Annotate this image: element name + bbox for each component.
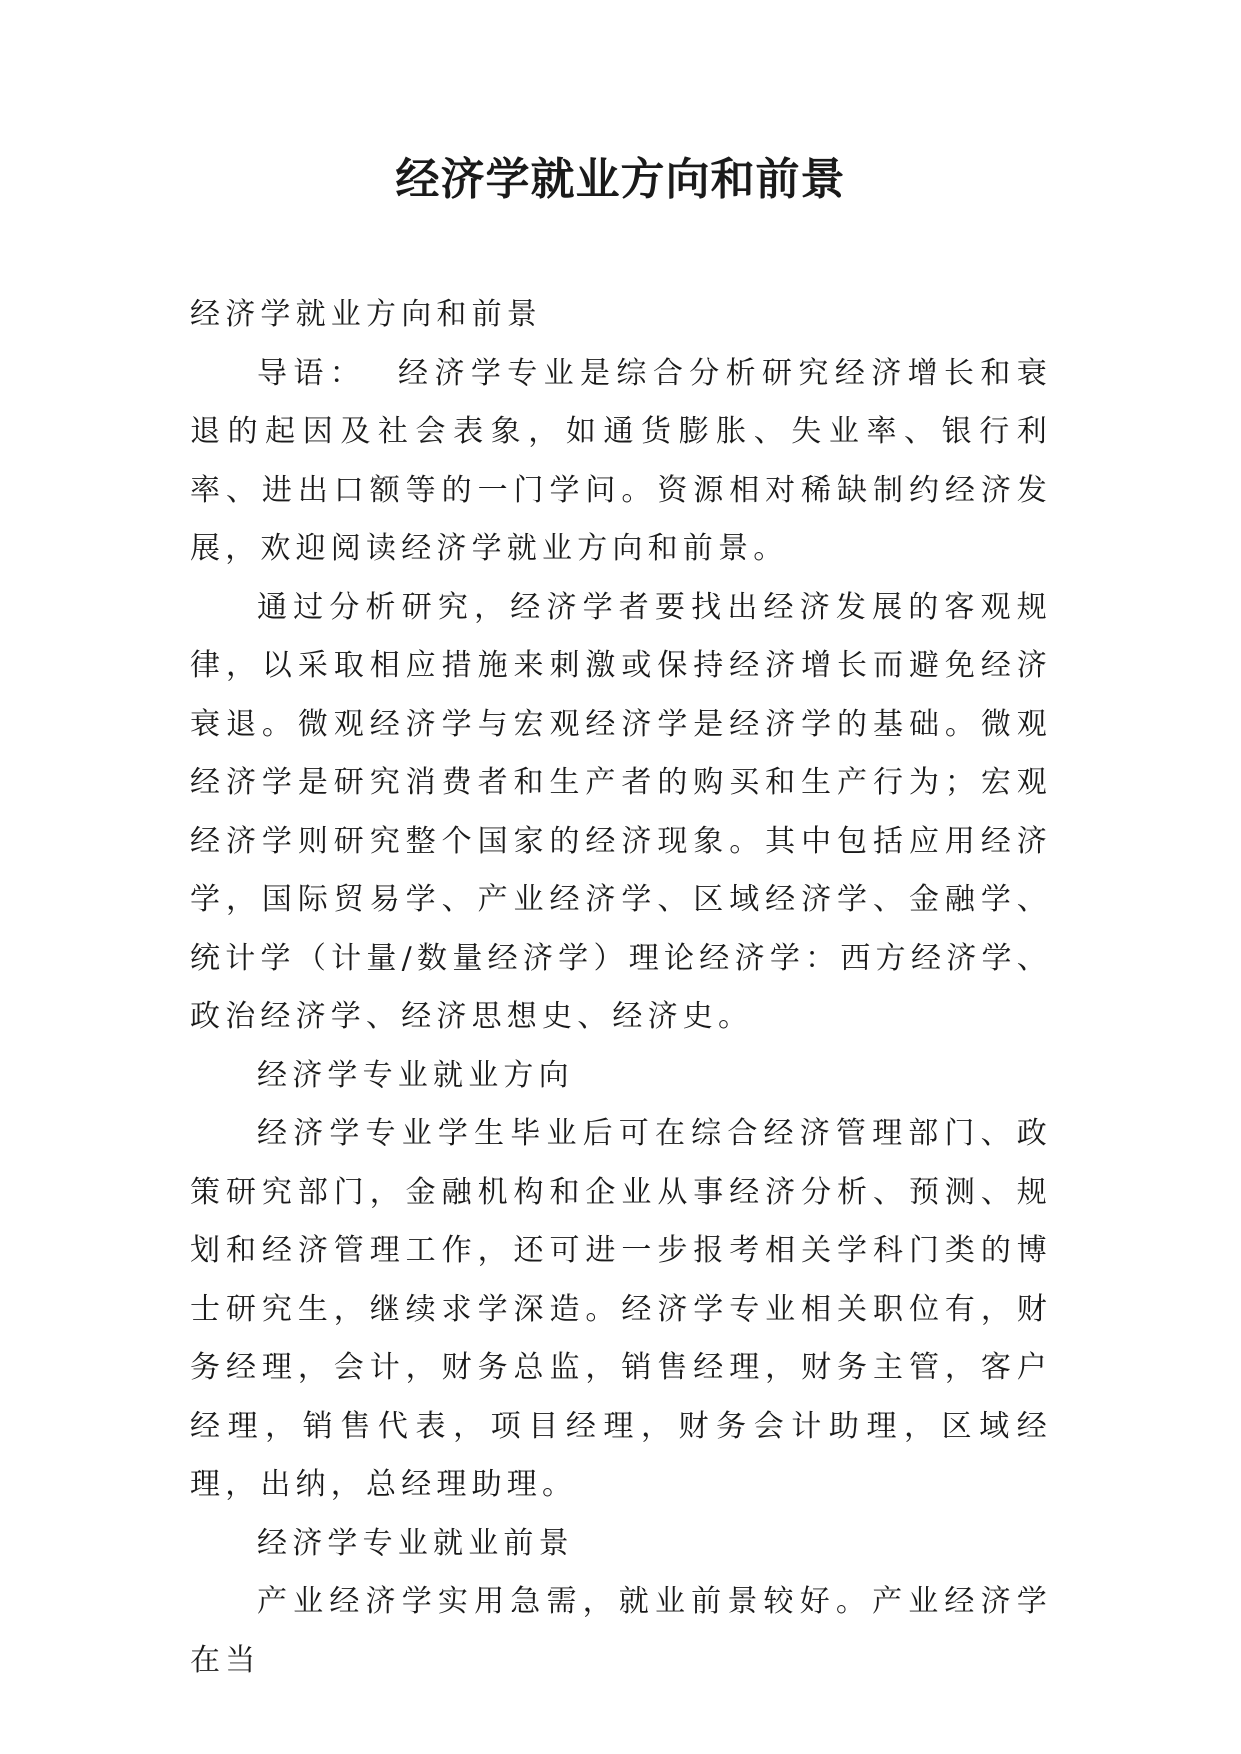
- section-heading-career-prospects: 经济学专业就业前景: [257, 1525, 574, 1561]
- paragraph-career-prospects: 产业经济学实用急需，就业前景较好。产业经济学在当: [190, 1584, 1052, 1678]
- document-body: [190, 286, 1052, 1690]
- paragraph-overview: 通过分析研究，经济学者要找出经济发展的客观规律，以采取相应措施来刺激或保持经济增长而避免经济衰退。微观经济学与宏观经济学是经济学的基础。微观经济学是研究消费者和生产者的购买和生产行为；宏观经济学则研究整个国家的经济现象。其中包括应用经济学，国际贸易学、产业经济学、区域经济学、金融学、统计学（计量/数量经济学）理论经济学：西方经济学、政治经济学、经济思想史、经济史。: [190, 589, 1052, 1034]
- paragraph-subtitle: 经济学就业方向和前景: [190, 297, 542, 332]
- paragraph-career-direction: 经济学专业学生毕业后可在综合经济管理部门、政策研究部门，金融机构和企业从事经济分析、预测、规划和经济管理工作，还可进一步报考相关学科门类的博士研究生，继续求学深造。经济学专业相关职位有，财务经理，会计，财务总监，销售经理，财务主管，客户经理，销售代表，项目经理，财务会计助理，区域经理，出纳，总经理助理。: [190, 1116, 1052, 1502]
- paragraph-intro: 导语： 经济学专业是综合分析研究经济增长和衰退的起因及社会表象，如通货膨胀、失业率、银行利率、进出口额等的一门学问。资源相对稀缺制约经济发展，欢迎阅读经济学就业方向和前景。: [190, 355, 1052, 566]
- section-heading-career-direction: 经济学专业就业方向: [257, 1057, 574, 1093]
- document-title: 经济学就业方向和前景: [395, 154, 846, 205]
